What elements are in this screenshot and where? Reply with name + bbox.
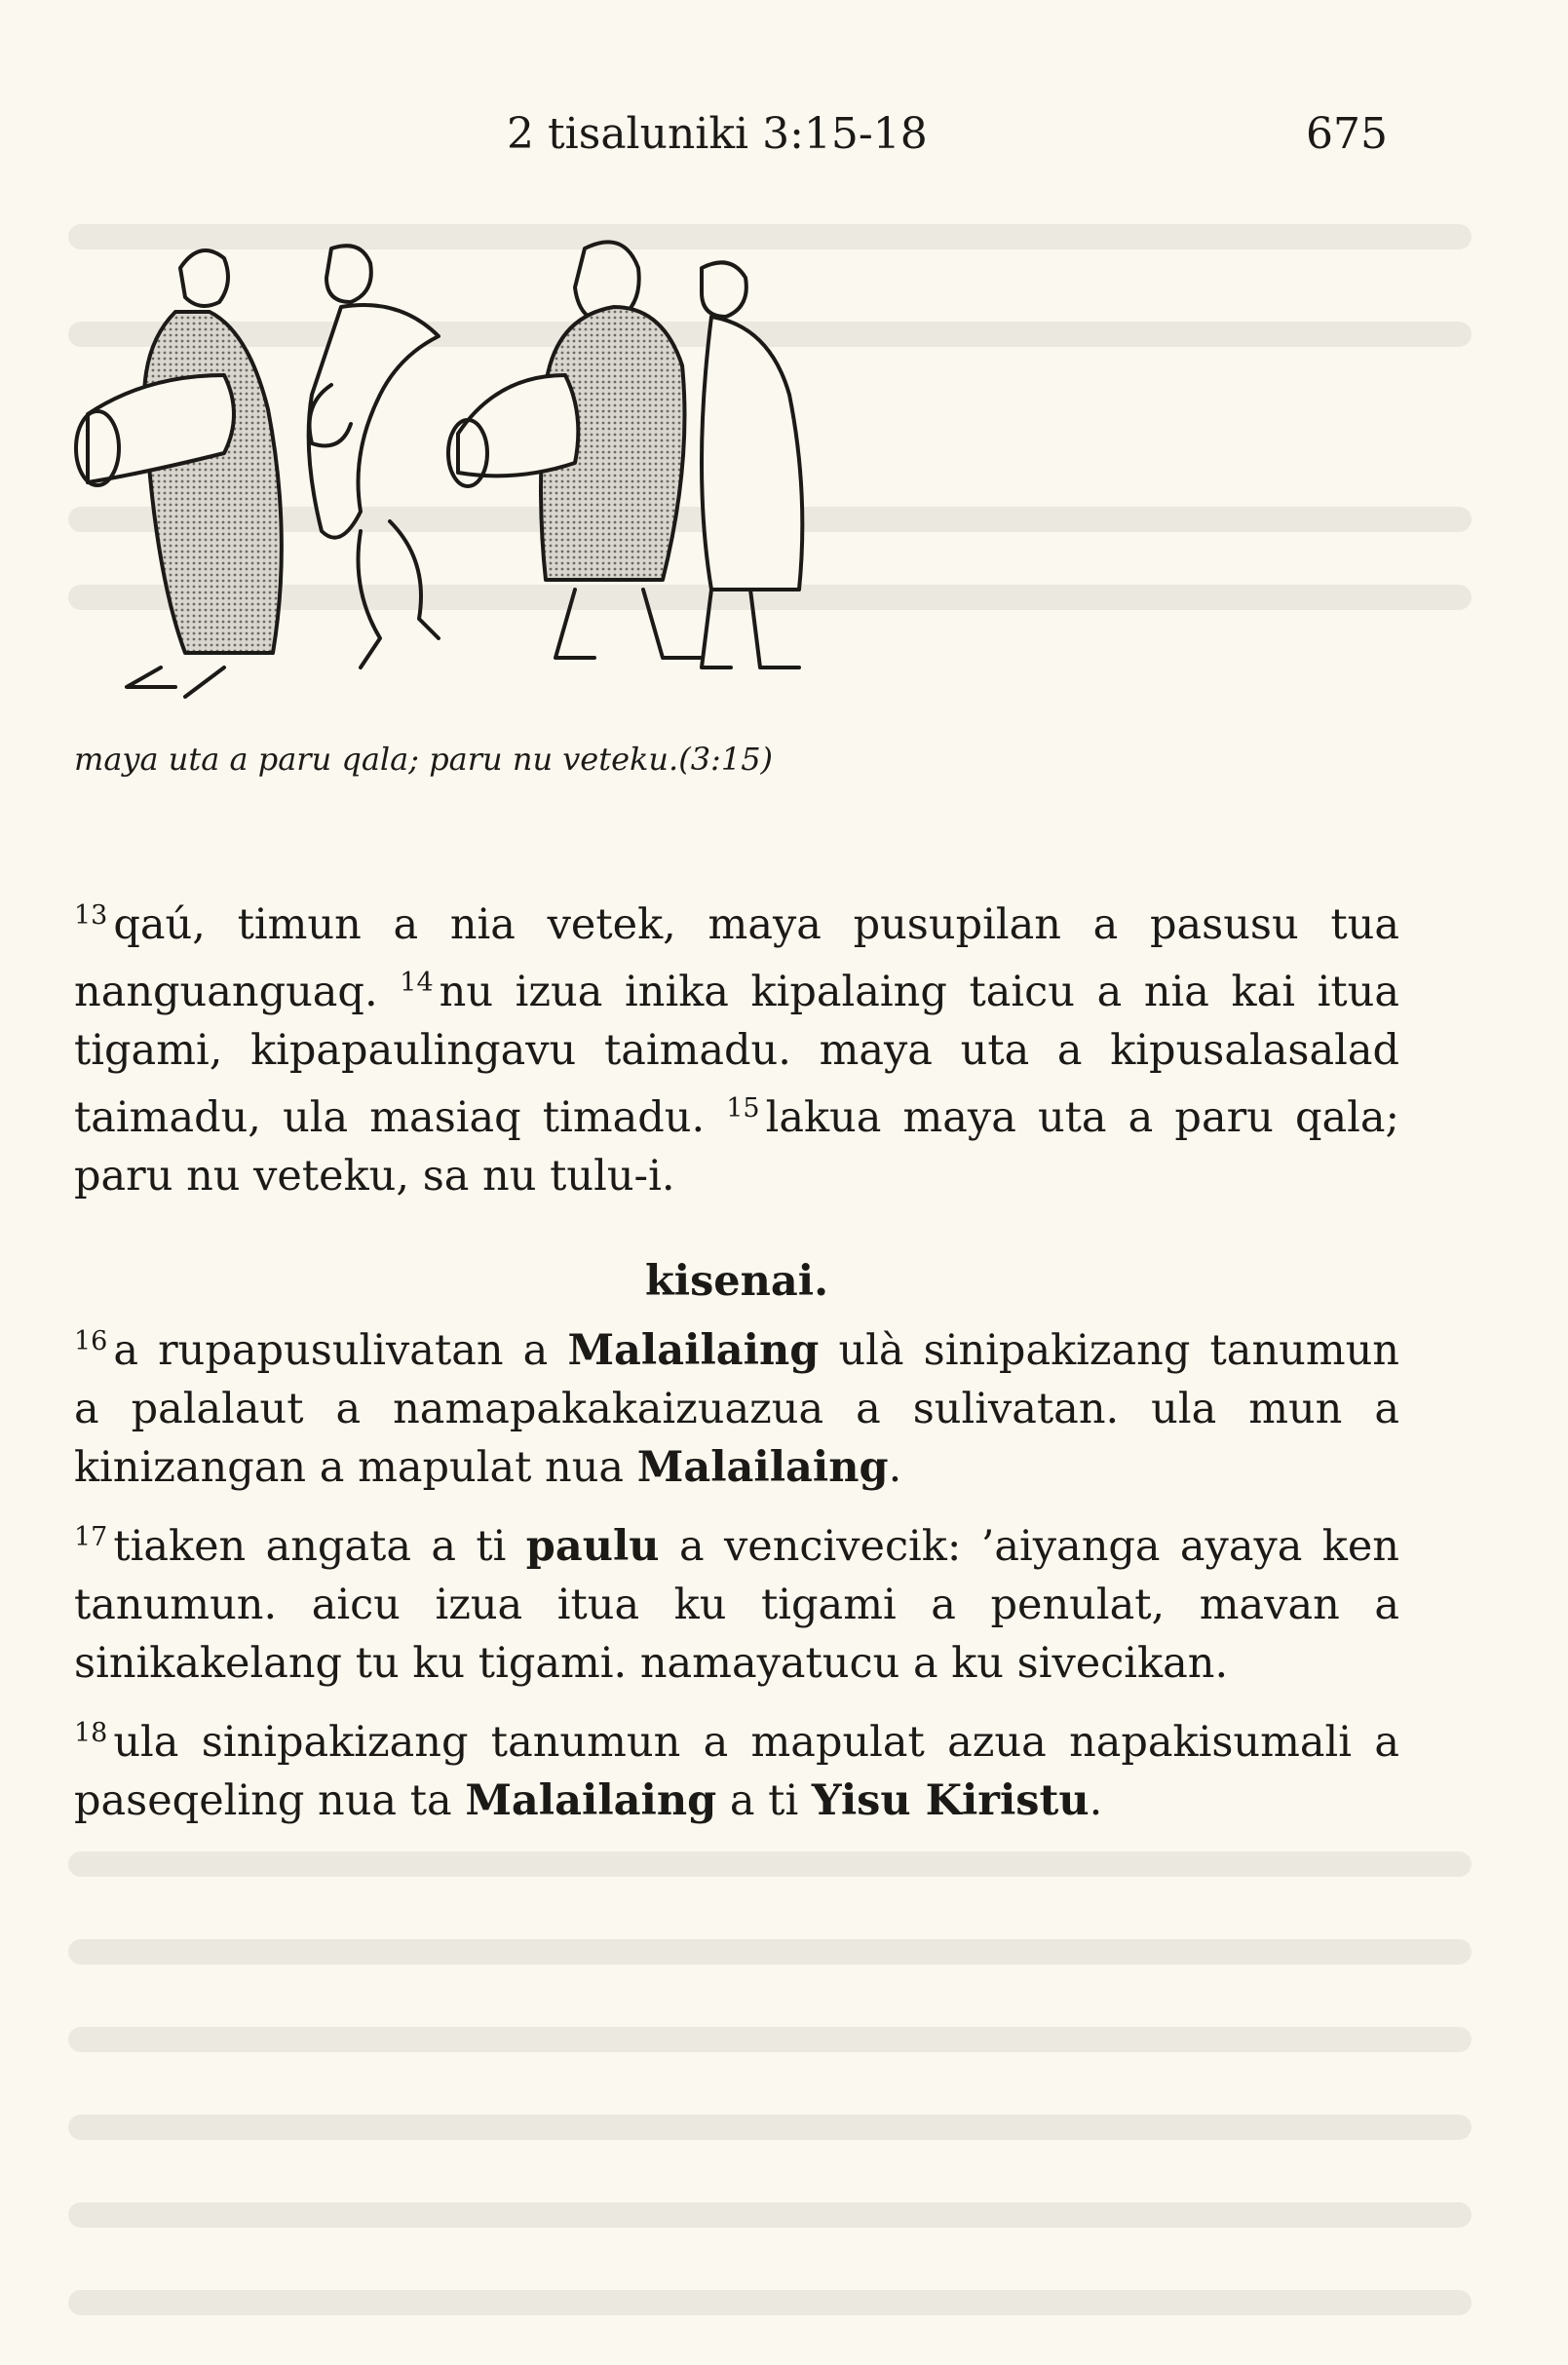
figure-woman bbox=[448, 242, 702, 658]
bold-name: Malailaing bbox=[636, 1443, 889, 1492]
verse-number: 17 bbox=[74, 1522, 108, 1552]
verses-16-18 bbox=[74, 1313, 1399, 1830]
verse-number: 13 bbox=[74, 900, 108, 931]
verse-paragraph bbox=[74, 1313, 1399, 1497]
section-heading: kisenai. bbox=[644, 1257, 829, 1306]
bold-name: Malailaing bbox=[567, 1326, 820, 1375]
verse-text: a ti bbox=[716, 1776, 812, 1825]
verse-paragraph bbox=[74, 1508, 1399, 1693]
verse-text: ula sinipakizang tanumun a mapulat azua napakisumali a paseqeling nua ta bbox=[74, 1718, 1399, 1825]
verse-text: a rupapusulivatan a bbox=[113, 1326, 568, 1375]
verse-number: 18 bbox=[74, 1718, 108, 1748]
bold-name: Yisu Kiristu bbox=[811, 1776, 1090, 1825]
verse-number: 16 bbox=[74, 1326, 108, 1356]
illustration-caption: maya uta a paru qala; paru nu veteku.(3:15) bbox=[74, 741, 774, 778]
verse-paragraph bbox=[74, 1704, 1399, 1830]
page-number: 675 bbox=[1306, 109, 1388, 159]
verse-text: qaú, timun a nia vetek, maya pusupilan a pasusu tua nanguanguaq. bbox=[74, 900, 1399, 1016]
running-head: 2 tisaluniki 3:15-18 bbox=[507, 109, 928, 159]
page-header bbox=[0, 109, 1568, 177]
verse-text: lakua maya uta a paru qala; paru nu veteku, sa nu tulu-i. bbox=[74, 1093, 1400, 1201]
verses-13-15 bbox=[74, 887, 1399, 1205]
verse-text: . bbox=[1089, 1776, 1103, 1825]
verse-paragraph bbox=[74, 887, 1399, 1205]
verse-number: 14 bbox=[400, 968, 434, 998]
people-dancing-illustration bbox=[68, 210, 1121, 716]
bold-name: paulu bbox=[525, 1522, 660, 1571]
figure-drummer bbox=[76, 250, 282, 697]
verse-text: tiaken angata a ti bbox=[113, 1522, 526, 1571]
verse-text: ulà sinipakizang tanumun a palalaut a namapakakaizuazua a sulivatan. ula mun a kinizangan a mapulat nua bbox=[74, 1326, 1399, 1492]
verse-text: a vencivecik: ’aiyanga ayaya ken tanumun. aicu izua itua ku tigami a penulat, mavan a sinikakelang tu ku tigami. namayatucu a ku sivecikan. bbox=[74, 1522, 1399, 1688]
verse-text: . bbox=[888, 1443, 902, 1492]
verse-text: nu izua inika kipalaing taicu a nia kai itua tigami, kipapaulingavu taimadu. maya uta a kipusalasalad taimadu, ula masiaq timadu. bbox=[74, 968, 1399, 1142]
chapter-text bbox=[74, 887, 1399, 1842]
bold-name: Malailaing bbox=[465, 1776, 717, 1825]
verse-number: 15 bbox=[726, 1093, 760, 1124]
figure-man bbox=[702, 262, 802, 668]
figure-dancer bbox=[309, 246, 439, 668]
